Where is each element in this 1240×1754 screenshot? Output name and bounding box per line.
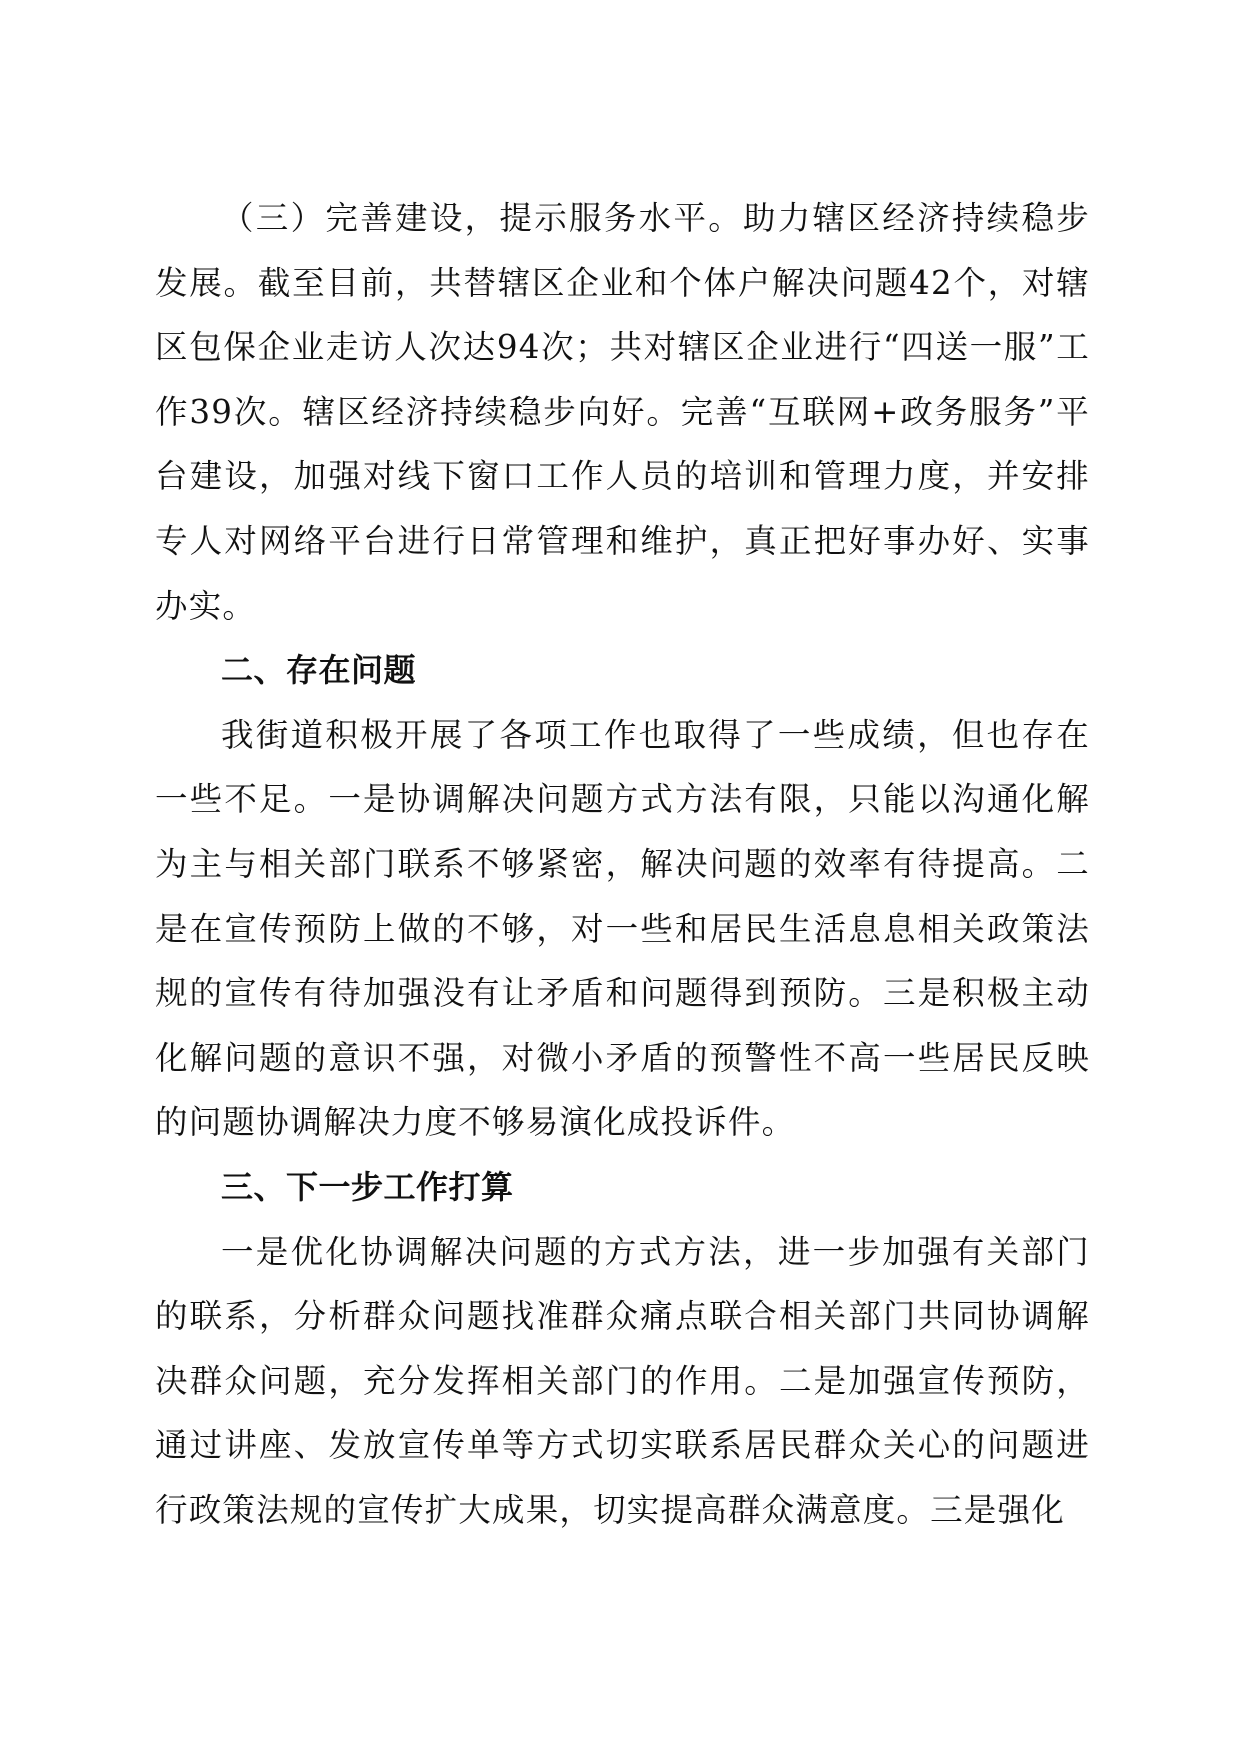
plans-paragraph: 一是优化协调解决问题的方式方法，进一步加强有关部门的联系，分析群众问题找准群众痛点联合相关部门共同协调解决群众问题，充分发挥相关部门的作用。二是加强宣传预防，通过讲座、发放宣传单等方式切实联系居民群众关心的问题进行政策法规的宣传扩大成果，切实提高群众满意度。三是强化 [155, 1232, 1090, 1529]
heading-existing-problems: 二、存在问题 [221, 651, 417, 690]
document-body [155, 186, 1090, 1542]
heading-next-steps: 三、下一步工作打算 [221, 1167, 514, 1206]
section-three-paragraph: （三）完善建设，提示服务水平。助力辖区经济持续稳步发展。截至目前，共替辖区企业和个体户解决问题42个，对辖区包保企业走访人次达94次；共对辖区企业进行“四送一服”工作39次。辖区经济持续稳步向好。完善“互联网+政务服务”平台建设，加强对线下窗口工作人员的培训和管理力度，并安排专人对网络平台进行日常管理和维护，真正把好事办好、实事办实。 [155, 199, 1090, 625]
problems-paragraph: 我街道积极开展了各项工作也取得了一些成绩，但也存在一些不足。一是协调解决问题方式方法有限，只能以沟通化解为主与相关部门联系不够紧密，解决问题的效率有待提高。二是在宣传预防上做的不够，对一些和居民生活息息相关政策法规的宣传有待加强没有让矛盾和问题得到预防。三是积极主动化解问题的意识不强，对微小矛盾的预警性不高一些居民反映的问题协调解决力度不够易演化成投诉件。 [155, 715, 1090, 1142]
